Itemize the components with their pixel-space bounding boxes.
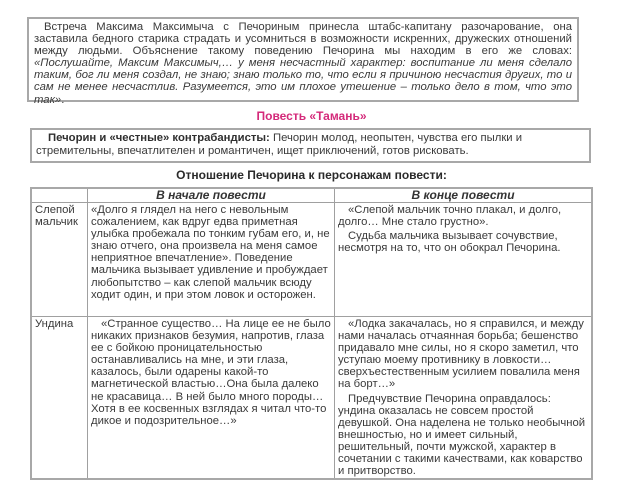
- section-heading-taman: Повесть «Тамань»: [256, 109, 367, 123]
- end-comment: Судьба мальчика вызывает сочувствие, несмотря на то, что он обокрал Печорина.: [338, 230, 561, 255]
- intro-text: Встреча Максима Максимыча с Печориным принесла штабс-капитану разочарование, она заставила бедного старика страдать и усомниться в возможности искренних, дружеских отношений между людьми. Объяснение такому поведению Печорина мы находим в его же словах:: [34, 21, 572, 58]
- table-row: [31, 317, 592, 480]
- smugglers-box: [30, 128, 591, 163]
- end-comment: Предчувствие Печорина оправдалось: ундина оказалась не совсем простой девушкой. Она наделена не только необычной внешностью, но и имеет сильный, решительный, почти мужской, характер в сочетании с такими качествами, как коварство и притворство.: [338, 392, 586, 478]
- table-row: [31, 203, 592, 317]
- intro-end: .: [61, 93, 65, 106]
- intro-box: [27, 17, 579, 106]
- smugglers-text: Печорин молод, неопытен, чувства его пылки и стремительны, впечатлителен и романтичен, ищет приключений, готов рисковать.: [36, 132, 523, 157]
- attitude-table: [30, 187, 593, 480]
- end-quote: «Лодка закачалась, но я справился, и между нами началась отчаянная борьба; бешенство придавало мне силы, но я скоро заметил, что уступаю моему противнику в ловкости… сверхъестественным усилием повалила меня на борт…»: [338, 318, 584, 391]
- beginning-cell: [88, 203, 335, 317]
- table-heading: Отношение Печорина к персонажам повести:: [176, 168, 447, 182]
- pechorin-quote: «Послушайте, Максим Максимыч,… у меня несчастный характер: воспитание ли меня сделало таким, бог ли меня создал, не знаю; знаю только то, что если я причиною несчастия других, то и сам не менее несчастлив. Разумеется, это им плохое утешение – только дело в том, что это так»: [34, 57, 572, 106]
- smugglers-paragraph: [36, 132, 584, 158]
- end-cell: [335, 317, 593, 480]
- intro-paragraph: [34, 21, 572, 106]
- end-quote: «Слепой мальчик точно плакал, и долго, долго… Мне стало грустно».: [338, 204, 562, 229]
- beginning-cell: [88, 317, 335, 480]
- beginning-text: «Странное существо… На лице ее не было никаких признаков безумия, напротив, глаза ее с бойкою проницательностью останавливались на мне, и эти глаза, казалось, были одарены какой-то магнетической властью…Она была далеко не красавица… В ней было много породы… Хотя в ее косвенных взглядах я читал что-то дикое и подозрительное…»: [91, 318, 331, 427]
- character-cell: Слепой мальчик: [31, 203, 88, 317]
- end-cell: [335, 203, 593, 317]
- header-empty: [31, 188, 88, 203]
- header-end: В конце повести: [335, 188, 593, 203]
- header-beginning: В начале повести: [88, 188, 335, 203]
- table-header-row: [31, 188, 592, 203]
- beginning-text: «Долго я глядел на него с невольным сожалением, как вдруг едва приметная улыбка пробежала по тонким губам его, и, не знаю отчего, она произвела на меня самое неприятное впечатление». Поведение мальчика вызывает удивление и пробуждает любопытство – как слепой мальчик всюду ходит один, и при этом ловок и осторожен.: [91, 204, 330, 301]
- character-cell: Ундина: [31, 317, 88, 480]
- smugglers-title: Печорин и «честные» контрабандисты:: [48, 132, 270, 144]
